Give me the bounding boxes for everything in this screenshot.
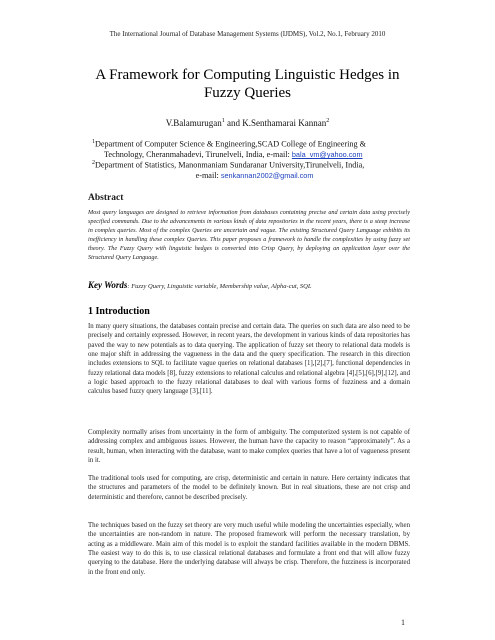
running-head: The International Journal of Database Management Systems (IJDMS), Vol.2, No.1, February 2010 <box>109 30 386 38</box>
intro-paragraph-4: The techniques based on the fuzzy set theory are very much useful while modeling the uncertainties especially, when the uncertainties are non-random in nature. The proposed framework will perform the necessary translation, by acting as a middleware. Main aim of this model is to exploit the standard facilities available in the modern DBMS. The easiest way to do this is, to use classical relational databases and formulate a front end that will allow fuzzy querying to the database. Here the underlying database will always be crisp. Therefore, the fuzziness is incorporated in the front end only. <box>88 522 410 576</box>
page-number: 1 <box>401 618 405 627</box>
paper-title <box>60 66 435 102</box>
section-heading-introduction: 1 Introduction <box>88 306 150 317</box>
keywords-text: : Fuzzy Query, Linguistic variable, Membership value, Alpha-cut, SQL <box>127 283 312 290</box>
author-2: and K.Senthamarai Kannan <box>224 118 327 128</box>
affiliation-2 <box>92 158 417 182</box>
affiliation-2-superscript: 2 <box>92 160 95 166</box>
keywords-label: Key Words <box>88 280 128 290</box>
author-line <box>0 118 495 128</box>
title-line-1: A Framework for Computing Linguistic Hedges in <box>95 67 400 83</box>
affiliation-1-line-1: Department of Computer Science & Engineering,SCAD College of Engineering & <box>95 139 367 149</box>
intro-paragraph-2: Complexity normally arises from uncertainty in the form of ambiguity. The computerized system is not capable of addressing complex and ambiguous issues. However, the human have the capacity to reason “approximately”. As a result, human, when interacting with the database, want to make complex queries that have a lot of vagueness present in it. <box>88 429 410 465</box>
keywords <box>88 280 410 290</box>
affiliation-1-email-link[interactable]: bala_vm@yahoo.com <box>291 150 363 160</box>
abstract-heading: Abstract <box>88 193 124 203</box>
affiliation-1-superscript: 1 <box>92 139 95 145</box>
author-1-superscript: 1 <box>221 118 225 124</box>
affiliation-2-email: senkannan2002@gmail.com <box>220 171 314 181</box>
author-1: V.Balamurugan <box>165 118 222 128</box>
title-line-2: Fuzzy Queries <box>203 85 292 101</box>
affiliation-2-line-1: Department of Statistics, Manonmaniam Sundaranar University,Tirunelveli, India, <box>95 160 365 170</box>
intro-paragraph-1: In many query situations, the databases contain precise and certain data. The queries on such data are also need to be precisely and certainly expressed. However, in recent years, the development in various kinds of data repositories has paved the way to new potentials as to data querying. The application of fuzzy set theory to relational data models is one major shift in addressing the vagueness in the data and the query specification. The research in this direction includes extensions to SQL to facilitate vague queries on relational databases [1],[2],[7], functional dependencies in fuzzy relational data models [8], fuzzy extensions to relational calculus and relational algebra [4],[5],[6],[9],[12], and a logic based approach to the fuzzy relational databases to deal with various forms of fuzziness and a domain calculus based fuzzy query language [3],[11]. <box>88 323 410 396</box>
abstract-body: Most query languages are designed to retrieve information from databases containing precise and certain data using precisely specified commands. Due to the advancements in various kinds of data repositories in the recent years, there is a steep increase in complex queries. Most of the complex Queries are uncertain and vague. The existing Structured Query Language exhibits its inefficiency in handling these complex Queries. This paper proposes a framework to handle the complexities by using fuzzy set theory. The Fuzzy Query with linguistic hedges is converted into Crisp Query, by deploying an application layer over the Structured Query Language. <box>88 209 410 261</box>
affiliation-2-line-2: e-mail: <box>195 171 221 181</box>
affiliation-1-line-2: Technology, Cheranmahadevi, Tirunelveli, India, e-mail: <box>104 150 292 160</box>
author-2-superscript: 2 <box>326 118 330 124</box>
intro-paragraph-3: The traditional tools used for computing, are crisp, deterministic and certain in nature. Here certainty indicates that the structures and parameters of the model to be definitely known. But in real situations, these are not crisp and deterministic and therefore, cannot be described precisely. <box>88 475 410 501</box>
